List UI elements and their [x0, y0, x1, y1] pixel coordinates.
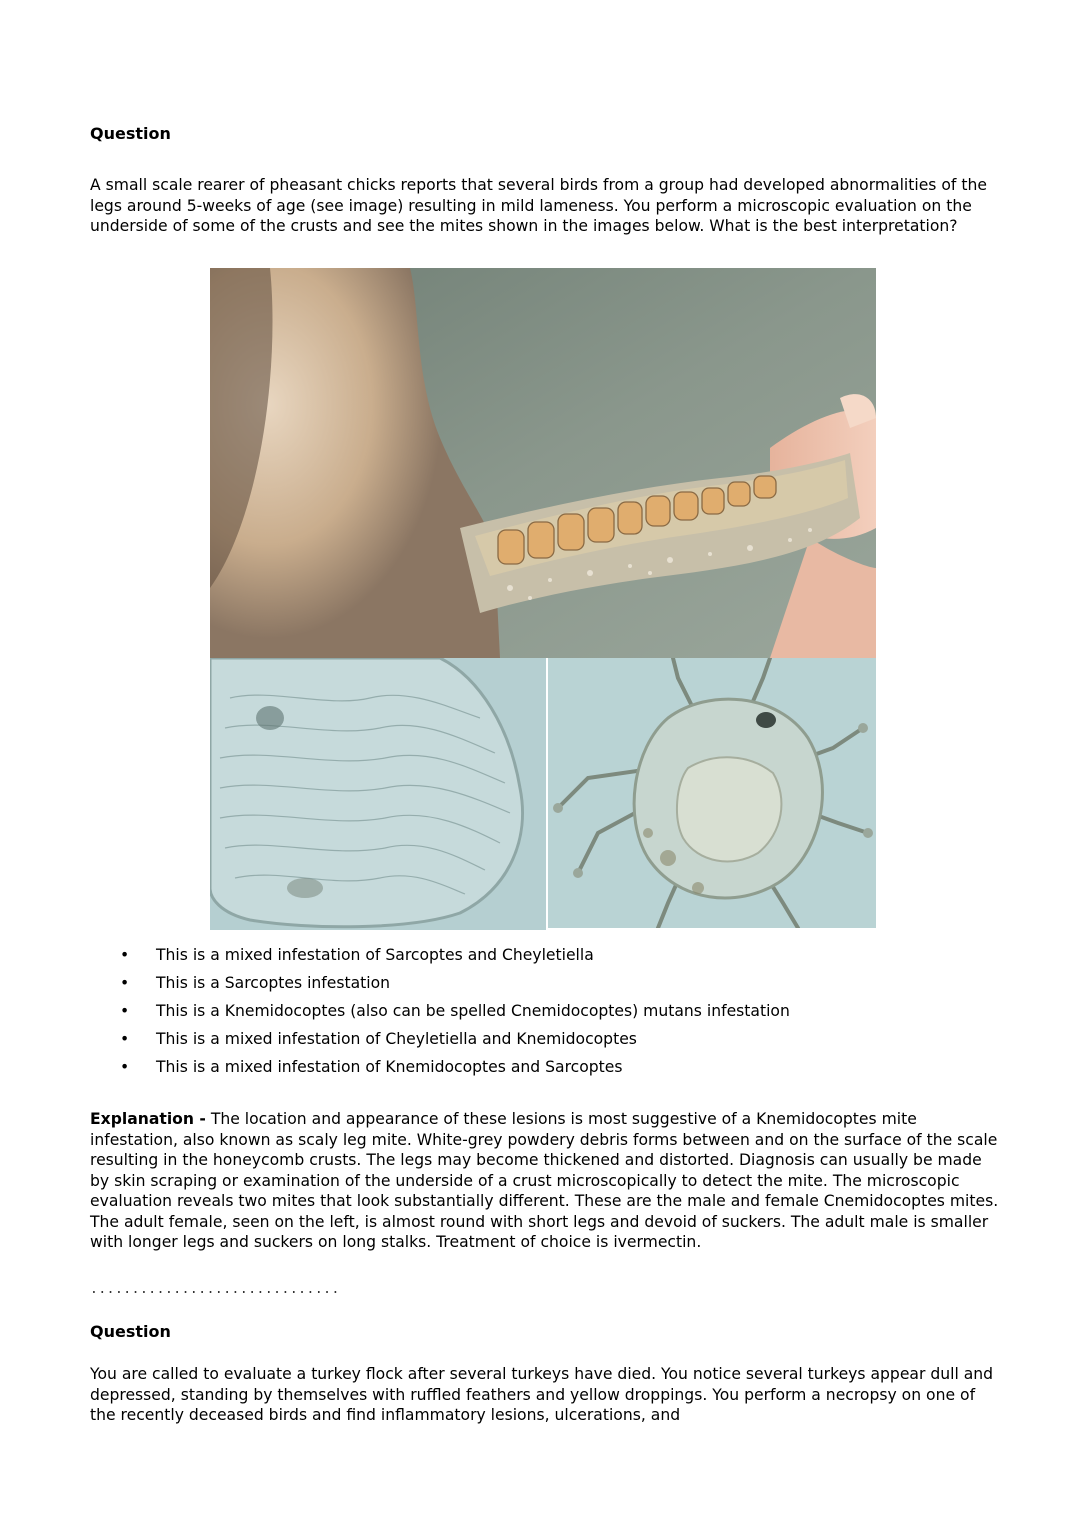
answer-option[interactable] [120, 1001, 790, 1029]
question-2-text: You are called to evaluate a turkey flock after several turkeys have died. You notice several turkeys appear dull and depressed, standing by themselves with ruffled feathers and yellow droppings. You perform a necropsy on one of the recently deceased birds and find inflammatory lesions, ulcerations, and [90, 1365, 994, 1424]
question-1-figure [210, 268, 876, 932]
answer-option-text: This is a mixed infestation of Sarcoptes and Cheyletiella [156, 946, 594, 964]
section-separator: .............................. [90, 1282, 340, 1297]
male-mite-micrograph [548, 658, 876, 928]
bullet-icon: • [120, 1058, 130, 1076]
answer-option[interactable] [120, 1057, 790, 1085]
female-mite-micrograph [210, 658, 546, 930]
bullet-icon: • [120, 974, 130, 992]
answer-option[interactable] [120, 1029, 790, 1057]
answer-option[interactable] [120, 945, 790, 973]
pheasant-leg-photo [210, 268, 876, 658]
answer-option-text: This is a mixed infestation of Cheyletiella and Knemidocoptes [156, 1030, 637, 1048]
explanation-label: Explanation - [90, 1110, 206, 1128]
answer-option-text: This is a Knemidocoptes (also can be spelled Cnemidocoptes) mutans infestation [156, 1002, 790, 1020]
bullet-icon: • [120, 1030, 130, 1048]
answer-options-list [120, 945, 790, 1085]
bullet-icon: • [120, 946, 130, 964]
explanation-text: The location and appearance of these lesions is most suggestive of a Knemidocoptes mite infestation, also known as scaly leg mite. White-grey powdery debris forms between and on the surface of the scale resulting in the honeycomb crusts. The legs may become thickened and distorted. Diagnosis can usually be made by skin scraping or examination of the underside of a crust microscopically to detect the mite. The microscopic evaluation reveals two mites that look substantially different. These are the male and female Cnemidocoptes mites. The adult female, seen on the left, is almost round with short legs and devoid of suckers. The adult male is smaller with longer legs and suckers on long stalks. Treatment of choice is ivermectin. [90, 1110, 999, 1251]
question-2-heading: Question [90, 1322, 171, 1341]
answer-option[interactable] [120, 973, 790, 1001]
answer-option-text: This is a mixed infestation of Knemidocoptes and Sarcoptes [156, 1058, 623, 1076]
question-1-heading: Question [90, 124, 171, 143]
explanation-paragraph [90, 1109, 1000, 1253]
bullet-icon: • [120, 1002, 130, 1020]
question-1-text: A small scale rearer of pheasant chicks reports that several birds from a group had developed abnormalities of the legs around 5-weeks of age (see image) resulting in mild lameness. You perform a microscopic evaluation on the underside of some of the crusts and see the mites shown in the images below. What is the best interpretation? [90, 176, 987, 235]
answer-option-text: This is a Sarcoptes infestation [156, 974, 391, 992]
